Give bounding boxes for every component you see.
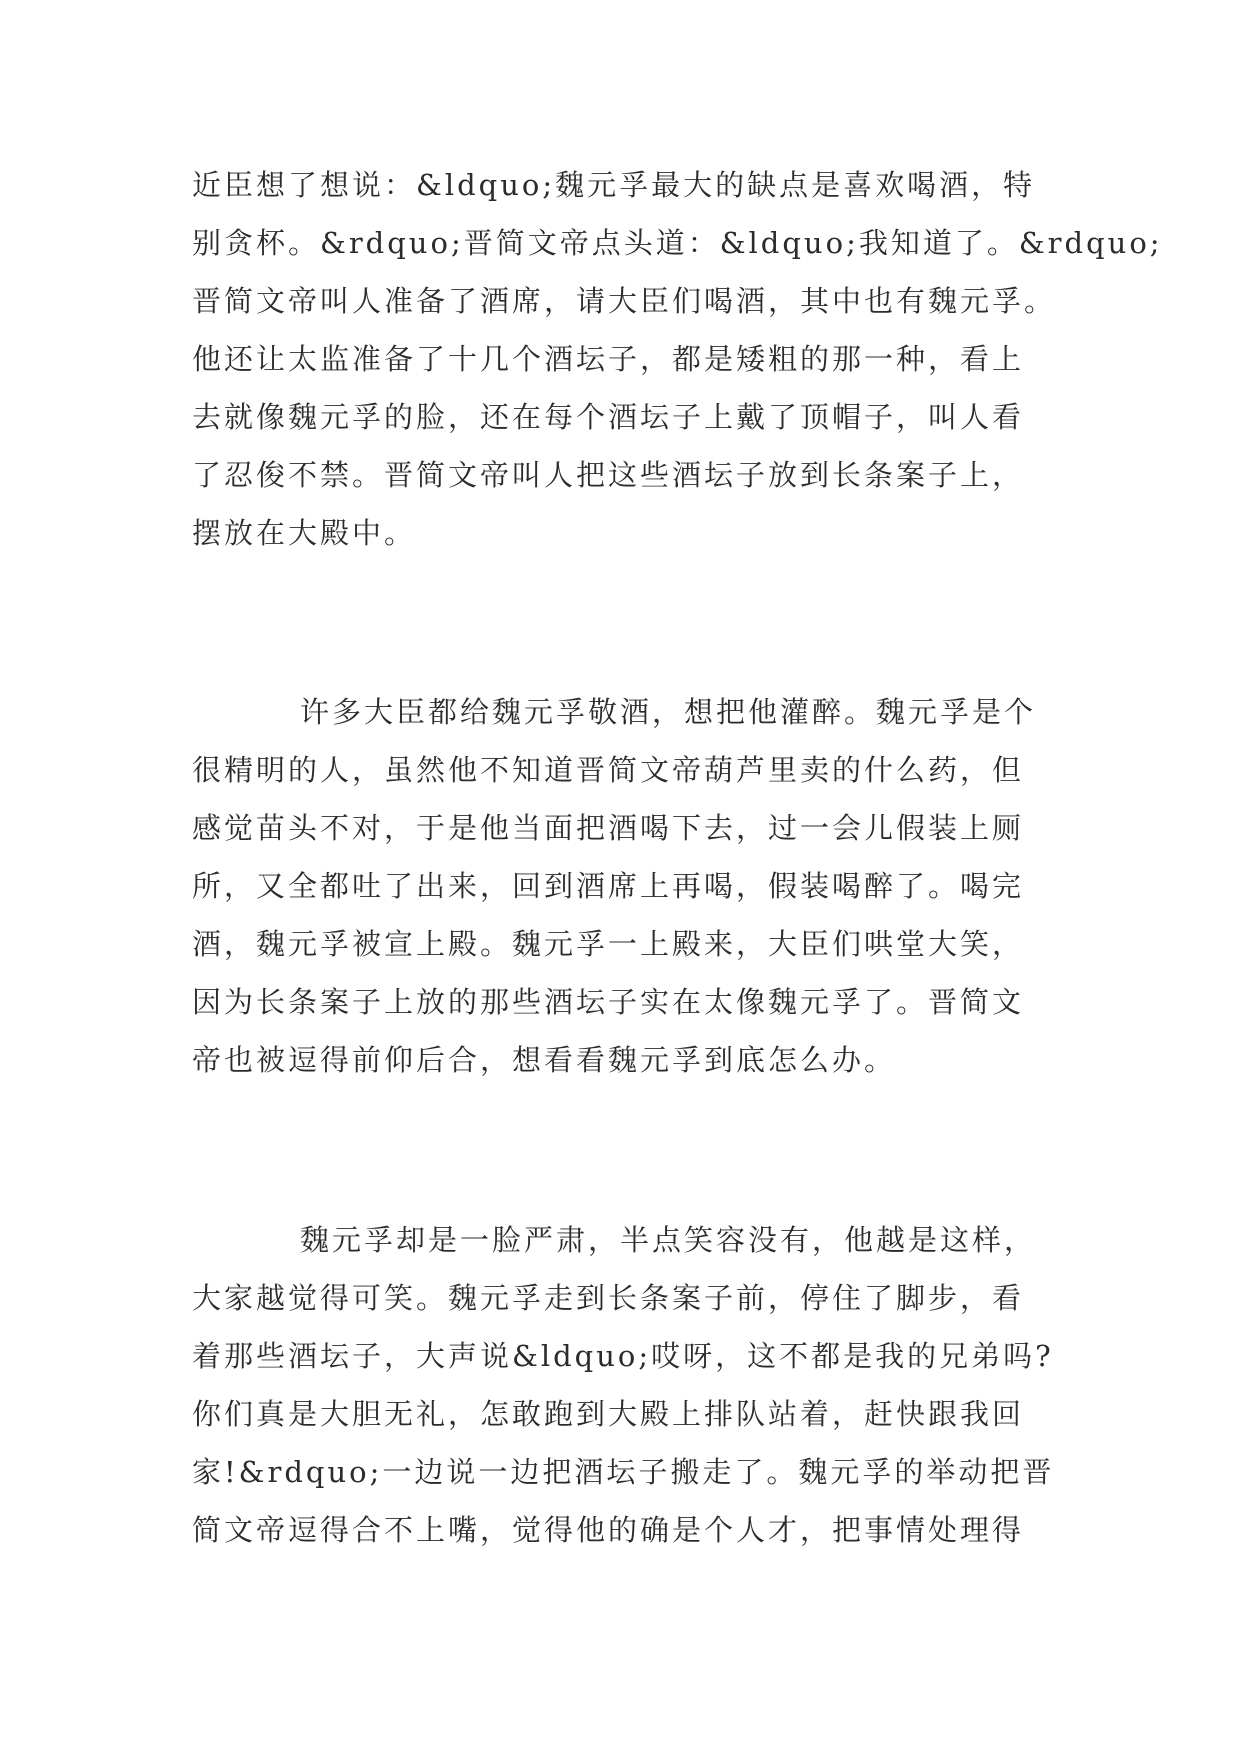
text-line: 大家越觉得可笑。魏元孚走到长条案子前，停住了脚步，看 bbox=[192, 1281, 1025, 1315]
text-line: 很精明的人，虽然他不知道晋简文帝葫芦里卖的什么药，但 bbox=[192, 753, 1025, 787]
text-line: 了忍俊不禁。晋简文帝叫人把这些酒坛子放到长条案子上， bbox=[192, 458, 1025, 492]
text-line: 摆放在大殿中。 bbox=[192, 516, 417, 550]
text-line: 你们真是大胆无礼，怎敢跑到大殿上排队站着，赶快跟我回 bbox=[192, 1397, 1025, 1431]
text-line: 别贪杯。&rdquo;晋简文帝点头道：&ldquo;我知道了。&rdquo; bbox=[192, 226, 1163, 260]
text-line: 着那些酒坛子，大声说&ldquo;哎呀，这不都是我的兄弟吗? bbox=[192, 1339, 1054, 1373]
text-line-indented: 魏元孚却是一脸严肃，半点笑容没有，他越是这样， bbox=[300, 1223, 1037, 1257]
text-line: 帝也被逗得前仰后合，想看看魏元孚到底怎么办。 bbox=[192, 1043, 897, 1077]
paragraph-1 bbox=[192, 156, 1163, 562]
paragraph-2 bbox=[192, 683, 1062, 1089]
text-line-indented: 许多大臣都给魏元孚敬酒，想把他灌醉。魏元孚是个 bbox=[300, 695, 1037, 729]
text-line: 他还让太监准备了十几个酒坛子，都是矮粗的那一种，看上 bbox=[192, 342, 1025, 376]
text-line: 去就像魏元孚的脸，还在每个酒坛子上戴了顶帽子，叫人看 bbox=[192, 400, 1025, 434]
text-line: 因为长条案子上放的那些酒坛子实在太像魏元孚了。晋简文 bbox=[192, 985, 1025, 1019]
paragraph-3 bbox=[192, 1211, 1062, 1559]
text-line: 所，又全都吐了出来，回到酒席上再喝，假装喝醉了。喝完 bbox=[192, 869, 1025, 903]
text-line: 感觉苗头不对，于是他当面把酒喝下去，过一会儿假装上厕 bbox=[192, 811, 1025, 845]
text-line: 简文帝逗得合不上嘴，觉得他的确是个人才，把事情处理得 bbox=[192, 1513, 1025, 1547]
text-line: 酒，魏元孚被宣上殿。魏元孚一上殿来，大臣们哄堂大笑， bbox=[192, 927, 1025, 961]
text-line: 晋简文帝叫人准备了酒席，请大臣们喝酒，其中也有魏元孚。 bbox=[192, 284, 1057, 318]
text-line: 家!&rdquo;一边说一边把酒坛子搬走了。魏元孚的举动把晋 bbox=[192, 1455, 1055, 1489]
text-line: 近臣想了想说：&ldquo;魏元孚最大的缺点是喜欢喝酒，特 bbox=[192, 168, 1036, 202]
